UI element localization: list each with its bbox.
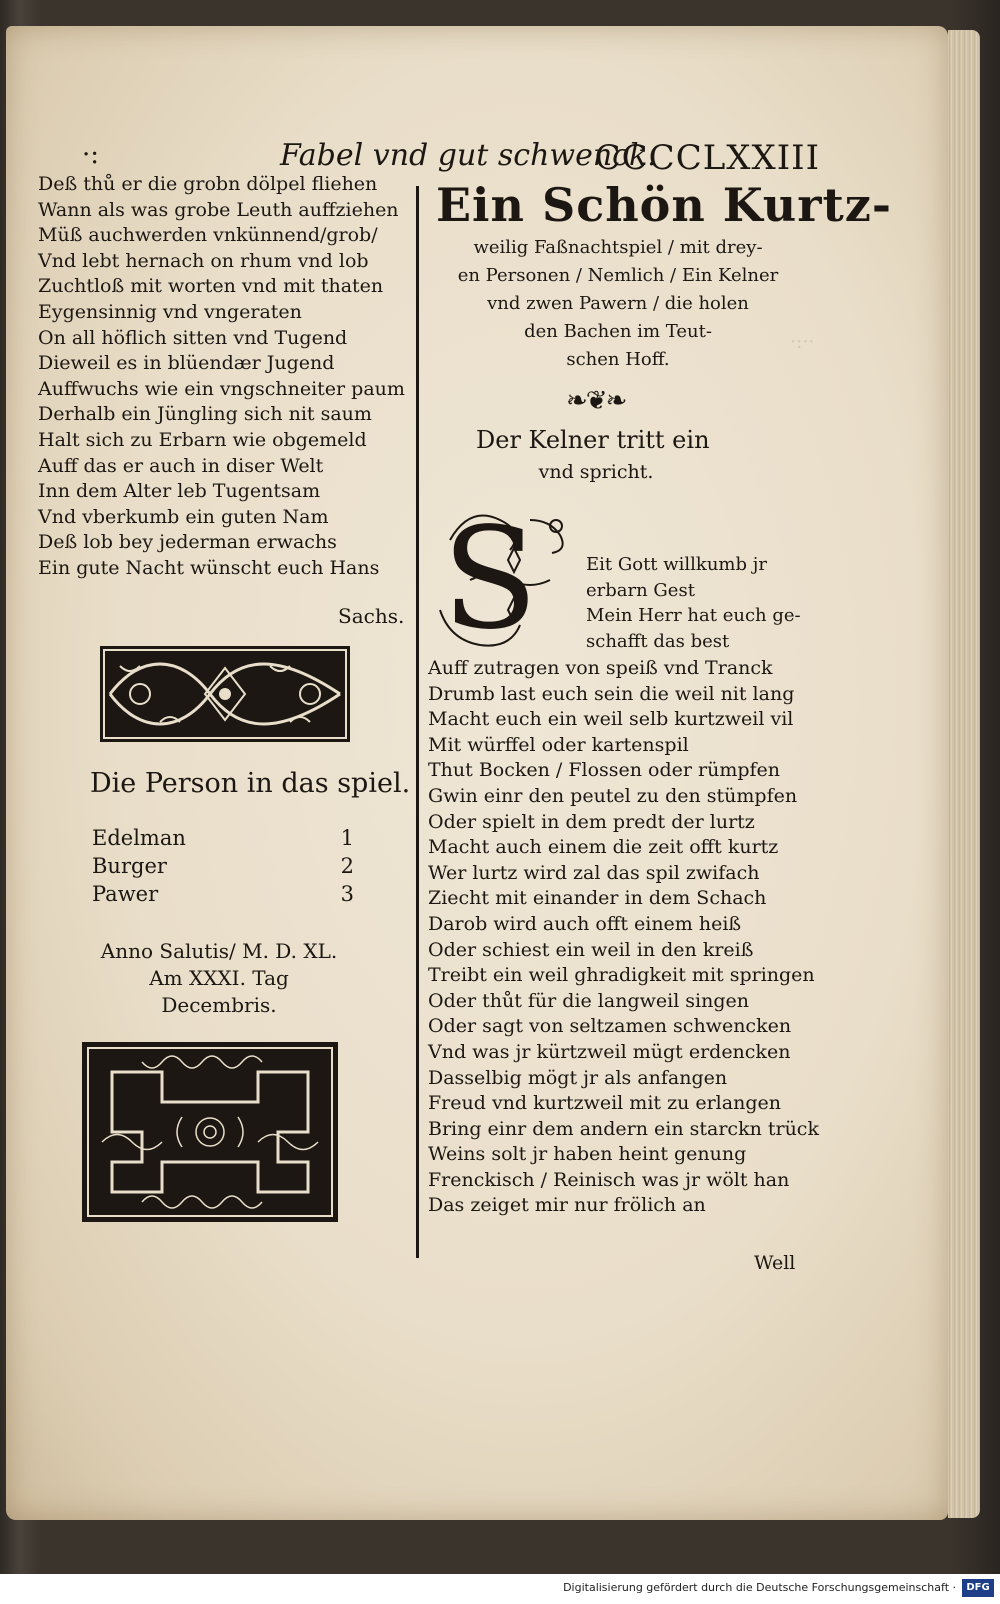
date-colophon	[64, 938, 374, 1019]
verse-line: Freud vnd kurtzweil mit zu erlangen	[428, 1092, 781, 1115]
fleuron-ornament: ❧❦❧	[566, 386, 626, 416]
verse-line: Oder thůt für die langweil singen	[428, 989, 750, 1012]
verse-line: Derhalb ein Jüngling sich nit saum	[38, 403, 372, 426]
verse-line: Ein gute Nacht wünscht euch Hans	[38, 556, 380, 579]
verse-line: Drumb last euch sein die weil nit lang	[428, 682, 795, 705]
verse-line: Zuchtloß mit worten vnd mit thaten	[38, 275, 384, 298]
anno-line: Anno Salutis/ M. D. XL.	[100, 939, 338, 963]
opening-lines	[586, 552, 801, 654]
running-head: Fabel vnd gut schwenck.	[280, 138, 657, 173]
right-verse-list	[428, 656, 819, 1219]
verse-line: Wer lurtz wird zal das spil zwifach	[428, 861, 760, 884]
page-edges	[948, 30, 980, 1518]
verse-line: Mit würffel oder kartenspil	[428, 733, 689, 756]
verse-line: On all höflich sitten vnd Tugend	[38, 326, 348, 349]
stage-direction	[476, 424, 776, 488]
verse-line: Auffwuchs wie ein vngschneiter paum	[38, 377, 405, 400]
verse-line: Weins solt jr haben heint genung	[428, 1143, 747, 1166]
dfg-logo: DFG	[962, 1579, 994, 1597]
author-signature: Sachs.	[338, 604, 405, 628]
person-name: Burger	[92, 854, 167, 878]
verse-line: Oder spielt in dem predt der lurtz	[428, 810, 755, 833]
verse-line: Macht euch ein weil selb kurtzweil vil	[428, 708, 794, 731]
left-column	[38, 172, 418, 582]
verse-line: Dieweil es in blüendær Jugend	[38, 352, 335, 375]
verse-line: Halt sich zu Erbarn wie obgemeld	[38, 428, 367, 451]
anno-line: Am XXXI. Tag	[149, 966, 289, 990]
verse-line: Frenckisch / Reinisch was jr wölt han	[428, 1168, 790, 1191]
person-row	[92, 826, 354, 854]
verse-line: Inn dem Alter leb Tugentsam	[38, 480, 321, 503]
subtitle-line: en Personen / Nemlich / Ein Kelner	[457, 265, 779, 286]
printer-dots: ·:	[82, 140, 100, 170]
verse-line: Dasselbig mögt jr als anfangen	[428, 1066, 728, 1089]
play-title: Ein Schön Kurtz-	[436, 178, 892, 232]
person-row	[92, 854, 354, 882]
person-number: 2	[340, 854, 354, 878]
verse-line: Darob wird auch offt einem heiß	[428, 912, 742, 935]
verse-line: Deß lob bey jederman erwachs	[38, 531, 337, 554]
verse-line: schafft das best	[586, 630, 730, 652]
verse-line: Gwin einr den peutel zu den stümpfen	[428, 784, 798, 807]
verse-line: Vnd lebt hernach on rhum vnd lob	[38, 249, 369, 272]
subtitle-line: vnd zwen Pawern / die holen	[487, 293, 749, 314]
folio-number: CCCCLXXIII	[594, 138, 820, 178]
subtitle-line: den Bachen im Teut-	[524, 321, 712, 342]
verse-line: erbarn Gest	[586, 579, 695, 601]
verse-line: Vnd vberkumb ein guten Nam	[38, 505, 329, 528]
verse-line: Bring einr dem andern ein starckn trück	[428, 1117, 819, 1140]
verse-line: Müß auchwerden vnkünnend/grob/	[38, 224, 378, 247]
verse-line: Oder schiest ein weil in den kreiß	[428, 938, 754, 961]
verse-line: Ziecht mit einander in dem Schach	[428, 887, 767, 910]
left-verse-list	[38, 172, 418, 582]
persons-list	[92, 826, 354, 910]
anno-line: Decembris.	[161, 993, 277, 1017]
speaker-line: vnd spricht.	[538, 461, 654, 483]
subtitle-line: schen Hoff.	[566, 349, 670, 370]
person-row	[92, 882, 354, 910]
funding-credit: Digitalisierung gefördert durch die Deutsche Forschungsgemeinschaft ·	[563, 1581, 956, 1594]
woodcut-ornament-top	[100, 646, 350, 742]
verse-line: Wann als was grobe Leuth auffziehen	[38, 198, 399, 221]
woodcut-ornament-bottom	[82, 1042, 338, 1222]
person-name: Pawer	[92, 882, 159, 906]
person-number: 3	[340, 882, 354, 906]
footer-bar	[0, 1574, 1000, 1604]
persons-title: Die Person in das spiel.	[90, 768, 411, 799]
subtitle-line: weilig Faßnachtspiel / mit drey-	[473, 237, 763, 258]
verse-line: Macht auch einem die zeit offt kurtz	[428, 836, 779, 859]
verse-line: Das zeiget mir nur frölich an	[428, 1194, 706, 1217]
verse-line: Mein Herr hat euch ge-	[586, 605, 801, 626]
person-name: Edelman	[92, 826, 186, 850]
column-divider	[416, 186, 419, 1258]
verse-line: Eit Gott willkumb jr	[586, 554, 767, 575]
speaker-line: Der Kelner tritt ein	[476, 426, 710, 454]
verse-line: Auff zutragen von speiß vnd Tranck	[428, 657, 773, 679]
verse-line: Treibt ein weil ghradigkeit mit springen	[428, 964, 815, 987]
catchword: Well	[754, 1252, 796, 1274]
person-number: 1	[340, 826, 354, 850]
verse-line: Oder sagt von seltzamen schwencken	[428, 1015, 792, 1038]
verse-line: Auff das er auch in diser Welt	[38, 454, 324, 477]
show-through-text: ·:··	[790, 331, 815, 353]
play-subtitle	[432, 234, 804, 374]
initial-letter: S	[442, 498, 538, 661]
decorated-initial	[430, 500, 578, 660]
verse-line: Eygensinnig vnd vngeraten	[38, 300, 302, 323]
verse-line: Thut Bocken / Flossen oder rümpfen	[428, 759, 781, 782]
verse-line: Vnd was jr kürtzweil mügt erdencken	[428, 1040, 791, 1063]
verse-line: Deß thů er die grobn dölpel fliehen	[38, 173, 378, 195]
